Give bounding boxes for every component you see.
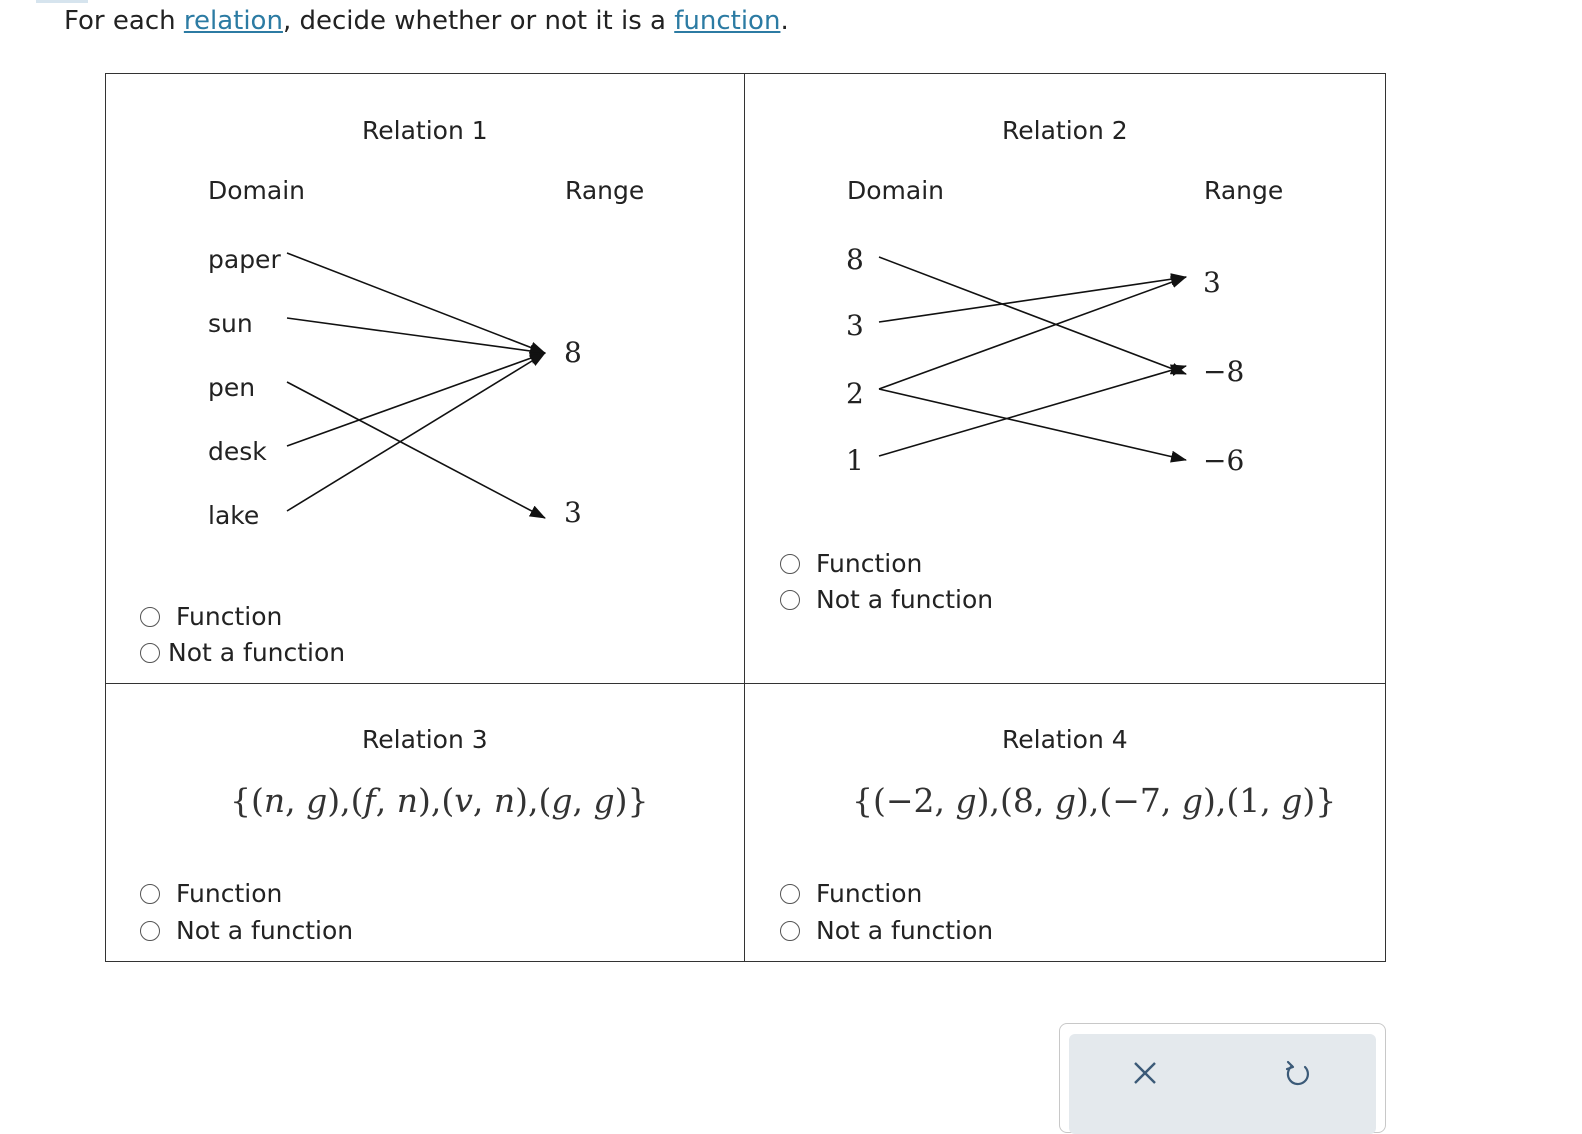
relation-3-set: {(n, g),(f, n),(v, n),(g, g)} — [230, 781, 649, 820]
option-label: Function — [816, 549, 923, 578]
pair-second: g — [1181, 781, 1204, 820]
prompt-text-middle: , decide whether or not it is a — [282, 6, 675, 36]
prompt-text-end: . — [780, 6, 789, 36]
relation-3-not-function-option[interactable] — [140, 916, 353, 946]
set-close: )} — [1302, 781, 1337, 820]
relation-1-domain-item: paper — [208, 245, 281, 274]
pair-first: −7 — [1112, 781, 1161, 820]
pair-first: n — [263, 781, 286, 820]
arrow-paper-to-8 — [287, 253, 545, 353]
arrow-2-to-3 — [879, 277, 1186, 389]
relation-3-function-option[interactable] — [140, 879, 282, 909]
option-label: Not a function — [168, 638, 346, 667]
function-link[interactable]: function — [674, 6, 781, 36]
relation-2-title: Relation 2 — [1002, 116, 1128, 145]
pair-first: f — [363, 781, 376, 820]
pair-first: g — [551, 781, 573, 820]
pair-first: 8 — [1012, 781, 1034, 820]
relation-link[interactable]: relation — [183, 6, 283, 36]
arrow-2-to-neg6 — [879, 389, 1186, 460]
set-open: {( — [230, 781, 264, 820]
pair-second: g — [1281, 781, 1303, 820]
pair-first: 1 — [1239, 781, 1261, 820]
arrow-sun-to-8 — [287, 318, 545, 353]
relation-1-range-label: Range — [565, 176, 645, 205]
relation-2-range-item: 3 — [1203, 266, 1221, 299]
relation-1-domain-item: pen — [208, 373, 256, 402]
relation-4-set: {(−2, g),(8, g),(−7, g),(1, g)} — [852, 781, 1337, 820]
option-label: Function — [176, 879, 283, 908]
prompt-text-start: For each — [64, 6, 184, 36]
answer-actions-bar — [1069, 1034, 1376, 1134]
relation-2-range-label: Range — [1204, 176, 1284, 205]
pair-second: g — [955, 781, 977, 820]
relation-2-range-item: −6 — [1203, 444, 1245, 477]
relation-1-domain-item: desk — [208, 437, 267, 466]
arrow-1-to-neg8 — [879, 366, 1186, 456]
radio-button[interactable] — [140, 921, 160, 941]
relation-1-domain-item: sun — [208, 309, 253, 338]
relation-1-range-item: 8 — [564, 336, 582, 369]
relation-2-domain-item: 2 — [846, 377, 864, 410]
pair-first: −2 — [885, 781, 935, 820]
close-icon — [1132, 1060, 1158, 1086]
option-label: Function — [176, 602, 283, 631]
pair-second: g — [1054, 781, 1076, 820]
option-label: Not a function — [816, 585, 994, 614]
relation-4-function-option[interactable] — [780, 879, 922, 909]
radio-button[interactable] — [780, 921, 800, 941]
relation-1-domain-item: lake — [208, 501, 260, 530]
clear-button[interactable] — [1125, 1053, 1165, 1093]
pair-second: g — [306, 781, 328, 820]
set-open: {( — [852, 781, 886, 820]
option-label: Function — [816, 879, 923, 908]
radio-button[interactable] — [140, 884, 160, 904]
relation-4-not-function-option[interactable] — [780, 916, 993, 946]
undo-icon — [1283, 1058, 1313, 1088]
relation-1-title: Relation 1 — [362, 116, 488, 145]
option-label: Not a function — [176, 916, 354, 945]
radio-button[interactable] — [780, 884, 800, 904]
option-label: Not a function — [816, 916, 994, 945]
pair-second: g — [593, 781, 615, 820]
relation-1-range-item: 3 — [564, 496, 582, 529]
relation-2-domain-item: 8 — [846, 243, 864, 276]
arrow-pen-to-3 — [287, 382, 545, 518]
pair-second: n — [493, 781, 516, 820]
relation-4-title: Relation 4 — [1002, 725, 1128, 754]
relation-1-domain-label: Domain — [208, 176, 306, 205]
relation-3-title: Relation 3 — [362, 725, 488, 754]
relation-2-domain-label: Domain — [847, 176, 945, 205]
undo-button[interactable] — [1278, 1053, 1318, 1093]
relation-2-range-item: −8 — [1203, 355, 1245, 388]
pair-second: n — [396, 781, 418, 820]
relation-2-domain-item: 1 — [846, 444, 864, 477]
set-close: )} — [614, 781, 649, 820]
pair-first: v — [454, 781, 473, 820]
relation-2-domain-item: 3 — [846, 309, 864, 342]
